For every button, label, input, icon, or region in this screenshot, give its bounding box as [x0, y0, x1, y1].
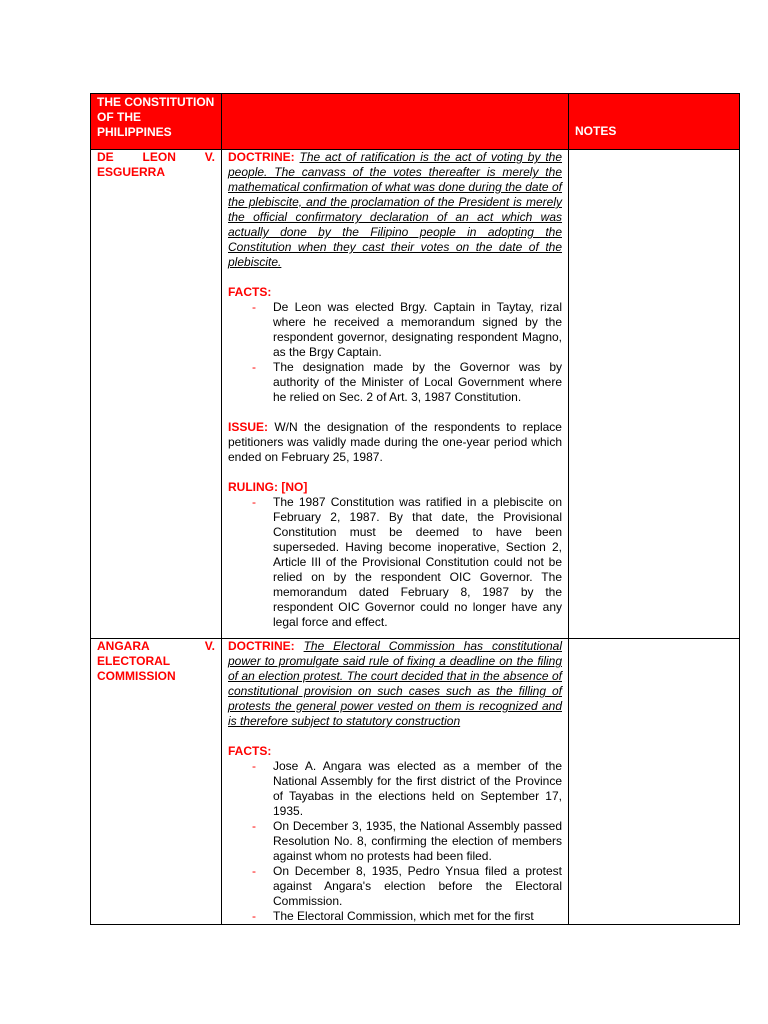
- case-name: [91, 150, 221, 180]
- case-digest: [222, 150, 568, 630]
- doctrine-section: [228, 639, 562, 729]
- doctrine-section: [228, 150, 562, 270]
- ruling-list: [228, 495, 562, 630]
- list-item: - On December 8, 1935, Pedro Ynsua filed a protest against Angara's election before the Electoral Commission.: [252, 864, 562, 908]
- doctrine-label: DOCTRINE:: [228, 639, 295, 653]
- issue-label: ISSUE:: [228, 420, 269, 434]
- header-title: THE CONSTITUTION OF THE PHILIPPINES: [97, 95, 215, 139]
- notes-cell[interactable]: [569, 639, 740, 925]
- doctrine-text: The act of ratification is the act of voting by the people. The canvass of the votes thereafter is merely the mathematical confirmation of what was done during the date of the plebiscite, and the proclamation of the President is merely the official confirmatory declaration of an act which was actually done by the Filipino people in adopting the Constitution when they cast their votes on the date of the plebiscite.: [228, 150, 562, 269]
- table-header-row: [91, 94, 740, 150]
- dash-bullet: -: [252, 759, 256, 773]
- facts-list: [228, 300, 562, 405]
- case-name-first-line: ANGARA V.: [97, 639, 215, 653]
- case-digest-table: [90, 93, 740, 925]
- case-row: [91, 150, 740, 639]
- issue-text: W/N the designation of the respondents to replace petitioners was validly made during the one-year period which ended on February 25, 1987.: [228, 420, 562, 464]
- header-notes-cell: [569, 94, 740, 150]
- case-row: [91, 639, 740, 925]
- list-item: - Jose A. Angara was elected as a member of the National Assembly for the first district of the Province of Tayabas in the elections held on September 17, 1935.: [252, 759, 562, 818]
- doctrine-label: DOCTRINE:: [228, 150, 295, 164]
- header-notes: NOTES: [575, 124, 617, 138]
- issue-section: [228, 420, 562, 465]
- facts-label: FACTS:: [228, 744, 272, 758]
- dash-bullet: -: [252, 909, 256, 923]
- dash-bullet: -: [252, 360, 256, 374]
- case-name-rest: ESGUERRA: [97, 165, 166, 179]
- ruling-label: RULING: [NO]: [228, 480, 308, 494]
- case-digest-cell: [222, 150, 569, 639]
- header-empty-cell: [222, 94, 569, 150]
- dash-bullet: -: [252, 495, 256, 509]
- doctrine-text: The Electoral Commission has constitutional power to promulgate said rule of fixing a deadline on the filing of an election protest. The court decided that in the absence of constitutional provision on such cases such as the filling of protests the general power vested on them is recognized and is therefore subject to statutory construction: [228, 639, 562, 728]
- dash-bullet: -: [252, 864, 256, 878]
- case-name-rest: ELECTORAL COMMISSION: [97, 654, 176, 683]
- list-item: - The 1987 Constitution was ratified in a plebiscite on February 2, 1987. By that date, the Provisional Constitution must be deemed to have been superseded. Having become inoperative, Section 2, Article III of the Provisional Constitution could not be relied on by the respondent OIC Governor. The memorandum dated February 8, 1987 by the respondent OIC Governor could no longer have any legal force and effect.: [252, 495, 562, 629]
- facts-list: [228, 759, 562, 924]
- list-item: - The Electoral Commission, which met for the first: [252, 909, 534, 923]
- facts-label: FACTS:: [228, 285, 272, 299]
- notes-cell[interactable]: [569, 150, 740, 639]
- case-name-cell: [91, 150, 222, 639]
- header-title-cell: [91, 94, 222, 150]
- list-item: - The designation made by the Governor was by authority of the Minister of Local Government where he relied on Sec. 2 of Art. 3, 1987 Constitution.: [252, 360, 562, 404]
- case-name-cell: [91, 639, 222, 925]
- case-name-first-line: DE LEON V.: [97, 150, 215, 164]
- case-digest-cell: [222, 639, 569, 925]
- dash-bullet: -: [252, 300, 256, 314]
- dash-bullet: -: [252, 819, 256, 833]
- list-item: - On December 3, 1935, the National Assembly passed Resolution No. 8, confirming the election of members against whom no protests had been filed.: [252, 819, 562, 863]
- case-name: [91, 639, 221, 684]
- list-item: - De Leon was elected Brgy. Captain in Taytay, rizal where he received a memorandum signed by the respondent governor, designating respondent Magno, as the Brgy Captain.: [252, 300, 562, 359]
- case-digest: [222, 639, 568, 924]
